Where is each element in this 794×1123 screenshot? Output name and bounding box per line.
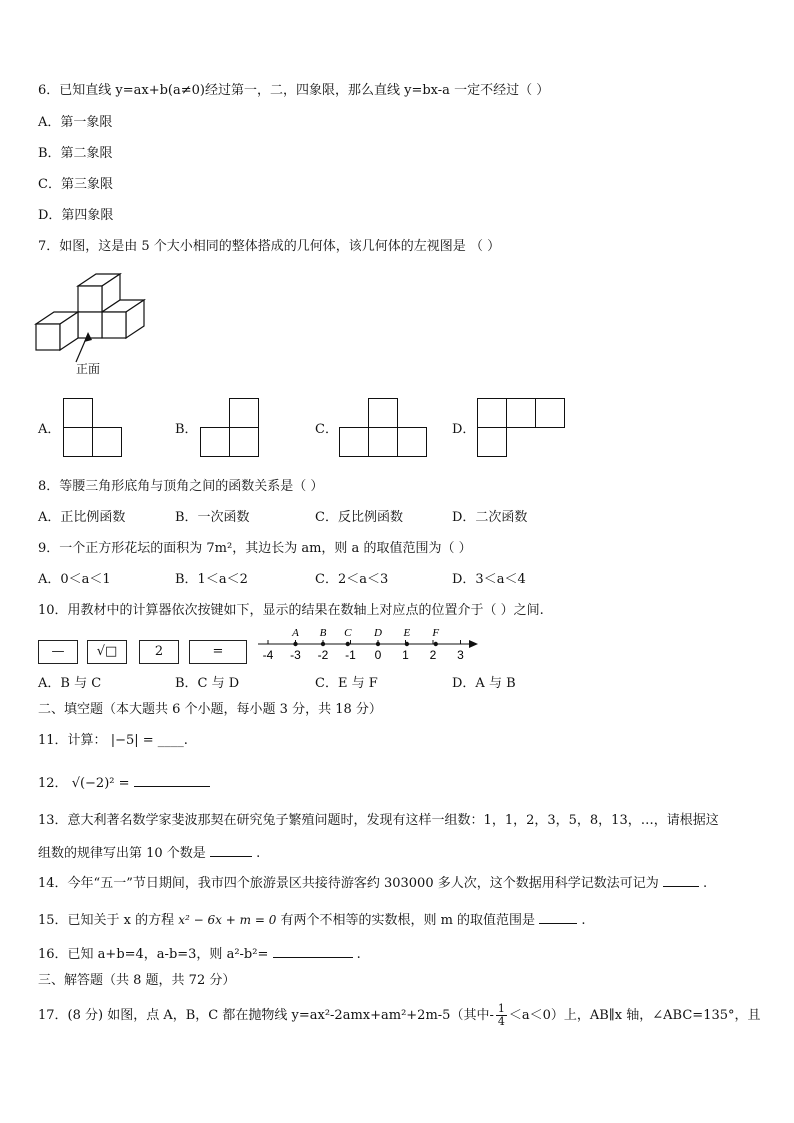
number-line-point-label: F: [432, 627, 440, 639]
q10-number-line: [256, 624, 481, 664]
calc-key-two: 2: [139, 640, 179, 664]
q7-option-d-label: D．: [452, 422, 476, 437]
q8-option-c: C．反比例函数: [315, 510, 403, 525]
number-line-tick-label: -3: [290, 648, 301, 662]
q17-fraction: [496, 1003, 507, 1028]
number-line-tick-label: -2: [317, 648, 329, 662]
q7-option-b-label: B．: [175, 422, 198, 437]
q7-solid-figure: [36, 270, 166, 380]
q9-stem: 9．一个正方形花坛的面积为 7m²，其边长为 am，则 a 的取值范围为（ ）: [38, 541, 472, 556]
q14: 14．今年“五一”节日期间，我市四个旅游景区共接待游客约 303000 多人次，这个数据用科学记数法可记为 .: [38, 876, 708, 891]
number-line-point-B: [321, 642, 325, 646]
q11: [38, 732, 188, 750]
q17-frac-den: 4: [497, 1015, 505, 1028]
q10-option-a: A．B 与 C: [38, 676, 102, 691]
q10-stem: 10．用教材中的计算器依次按键如下，显示的结果在数轴上对应点的位置介于（ ）之间.: [38, 603, 544, 618]
q7-option-a-figure: [63, 398, 123, 458]
number-line-tick-label: 1: [402, 648, 409, 662]
calc-key-sqrt: √□: [87, 640, 127, 664]
number-line-point-C: [346, 642, 350, 646]
q15-prefix: 15．已知关于 x 的方程: [38, 913, 175, 928]
q16: 16．已知 a+b=4，a-b=3，则 a²-b²= .: [38, 947, 361, 962]
q6-stem: 6．已知直线 y=ax+b(a≠0)经过第一，二，四象限，那么直线 y=bx-a 一定不经过（ ）: [38, 83, 550, 98]
q13-answer-blank: [210, 844, 252, 857]
q17-frac-num: 1: [497, 1002, 505, 1015]
q7-option-c-label: C．: [315, 422, 338, 437]
q15-suffix: 有两个不相等的实数根，则 m 的取值范围是: [280, 913, 536, 928]
q15-equation: x² − 6x + m = 0: [178, 913, 277, 927]
q9-option-c: C．2＜a＜3: [315, 572, 389, 587]
number-line-point-F: [434, 642, 438, 646]
q7-option-b-figure: [200, 398, 260, 458]
q10-option-d: D．A 与 B: [452, 676, 516, 691]
q11-suffix: = ____.: [142, 733, 188, 748]
q6-option-d: D．第四象限: [38, 208, 114, 223]
q14-text: 14．今年“五一”节日期间，我市四个旅游景区共接待游客约 303000 多人次，这个数据用科学记数法可记为: [38, 876, 659, 891]
number-line-point-E: [405, 642, 409, 646]
q11-prefix: 11．计算：: [38, 733, 107, 748]
number-line-tick-label: -1: [345, 648, 356, 662]
q10-option-c: C．E 与 F: [315, 676, 378, 691]
q8-stem: 8．等腰三角形底角与顶角之间的函数关系是（ ）: [38, 479, 324, 494]
q9-option-d: D．3＜a＜4: [452, 572, 526, 587]
number-line-point-D: [376, 642, 380, 646]
number-line-tick-label: 0: [374, 648, 382, 662]
number-line-tick-label: 3: [457, 648, 464, 662]
number-line-point-A: [293, 642, 297, 646]
q7-front-label: 正面: [76, 362, 101, 376]
q7-stem: 7．如图，这是由 5 个大小相同的整体搭成的几何体，该几何体的左视图是 （ ）: [38, 239, 501, 254]
q6-option-b: B．第二象限: [38, 146, 113, 161]
q11-expr: |−5|: [110, 733, 139, 748]
q8-option-d: D．二次函数: [452, 510, 528, 525]
q13-line-2-text: 组数的规律写出第 10 个数是: [38, 846, 206, 861]
q7-option-a-label: A．: [38, 422, 61, 437]
section-3-heading: 三、解答题（共 8 题，共 72 分）: [38, 973, 236, 988]
q17: [38, 1003, 761, 1028]
q14-answer-blank: [663, 874, 699, 887]
q8-option-b: B．一次函数: [175, 510, 250, 525]
q12: [38, 774, 210, 793]
q7-option-c-figure: [339, 398, 429, 458]
q8-option-a: A．正比例函数: [38, 510, 126, 525]
number-line-tick-label: -4: [262, 648, 274, 662]
number-line-point-label: B: [319, 627, 327, 639]
q15-answer-blank: [539, 911, 577, 924]
q17-suffix: ＜a＜0）上，AB∥x 轴，∠ABC=135°，且: [508, 1008, 761, 1023]
number-line-point-label: E: [403, 627, 411, 639]
q15: 15．已知关于 x 的方程 x² − 6x + m = 0 有两个不相等的实数根，则 m 的取值范围是 .: [38, 913, 586, 928]
q12-suffix: =: [118, 776, 130, 791]
q6-option-a: A．第一象限: [38, 115, 113, 130]
number-line-point-label: C: [344, 627, 352, 639]
number-line-point-label: D: [374, 627, 382, 639]
q6-option-c: C．第三象限: [38, 177, 113, 192]
calc-key-equals: =: [189, 640, 247, 664]
q12-answer-blank: [134, 774, 210, 787]
q17-prefix: 17．(8 分) 如图，点 A，B，C 都在抛物线 y=ax²-2amx+am²+2m-5（其中-: [38, 1008, 494, 1023]
q10-option-b: B．C 与 D: [175, 676, 240, 691]
q12-prefix: 12．: [38, 776, 68, 791]
calc-key-minus: —: [38, 640, 78, 664]
number-line-point-label: A: [292, 627, 299, 639]
q9-option-a: A．0＜a＜1: [38, 572, 111, 587]
q13-line-1: 13．意大利著名数学家斐波那契在研究兔子繁殖问题时，发现有这样一组数：1，1，2，3，5，8，13，…，请根据这: [38, 813, 719, 828]
q13-line-2: 组数的规律写出第 10 个数是 .: [38, 846, 261, 861]
q16-text: 16．已知 a+b=4，a-b=3，则 a²-b²=: [38, 947, 269, 962]
q12-expr: √(−2)²: [71, 776, 115, 791]
section-2-heading: 二、填空题（本大题共 6 个小题，每小题 3 分，共 18 分）: [38, 702, 382, 717]
q7-option-d-figure: [477, 398, 567, 458]
q16-answer-blank: [273, 945, 353, 958]
q9-option-b: B．1＜a＜2: [175, 572, 248, 587]
number-line-tick-label: 2: [429, 648, 437, 662]
